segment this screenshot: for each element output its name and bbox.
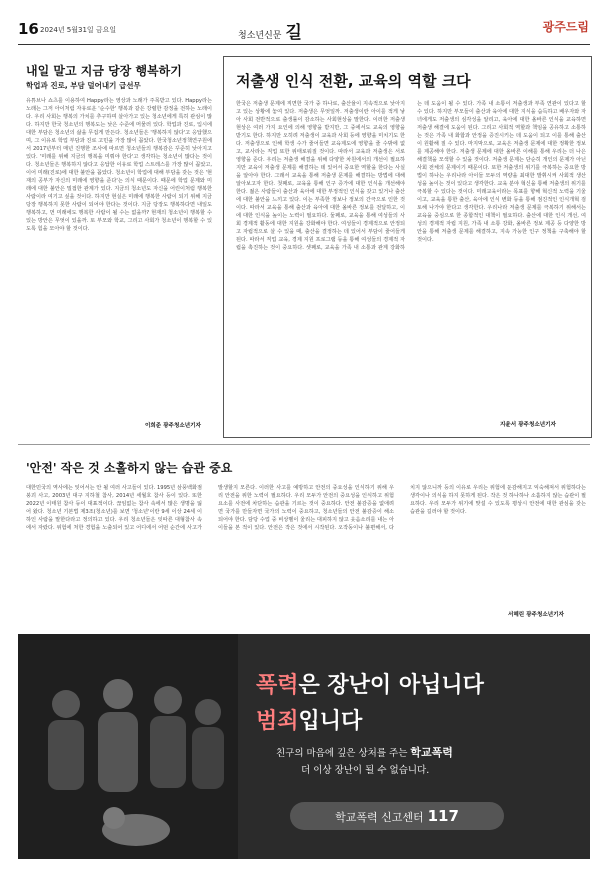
- article2-title: 저출생 인식 전환, 교육의 역할 크다: [236, 72, 471, 90]
- article2-body: 한국은 저출생 문제에 직면한 국가 중 하나로, 출산율이 지속적으로 낮아지고 있는 상황에 놓여 있다. 저출생은 무엇일까. 저출생이란 아이를 적게 낳아 사회 전반적으로 출생률이 감소하는 사회현상을 말한다. 이러한 저출생 현상은 여러 가지 요인에 의해 영향을 받지만, 그 중에서도 교육의 영향을 받기도 한다. 하지만 오히려 저출생이 교육과 사회 등에 영향을 미치기도 한다. 저출생으로 인해 학생 수가 줄어들면 교육제도에 영향을 줄 수밖에 없고, 교사라는 직업 또한 위태로워질 것이다. 따라서 교육과 저출생은 서로 영향을 준다. 우리는 저출생 해결을 위해 다양한 차원에서의 개선이 필요하지만 교육이 저출생 문제를 해결하는 데 있어서 중요한 역할을 한다는 사실을 알아야 한다. 그래서 교육을 통해 저출생 문제를 해결하는 방법에 대해 알아보고자 한다. 첫째로, 교육을 통해 인구 증가에 대한 인식을 개선해야 한다. 젊은 사람들이 출산과 육아에 대한 부정적인 인식을 갖고 있거나 출산에 대한 불안을 느끼고 있다. 이는 부족한 정보나 정보의 간극으로 인한 것이다. 따라서 교육을 통해 출산과 육아에 대한 올바른 정보를 전달하고, 이에 대한 인식을 높이는 노력이 필요하다. 둘째로, 교육을 통해 여성들의 사회 경제적 활동에 대한 지원을 강화해야 한다. 여성들이 경제적으로 안정되고 자립적으로 살 수 있을 때, 출산을 결정하는 데 있어서 부담이 줄어들게 된다. 따라서 직업 교육, 경제 지원 프로그램 등을 통해 여성들의 경제적 자립을 촉진하는 것이 중요하다. 셋째로, 교육을 가족 내 소통과 관계 강화하는 데 도움이 될 수 있다. 가족 내 소통이 저출생과 부족 연관이 있다고 할 수 있다. 하지만 부모들이 출산과 육아에 대한 지식을 습득하고 배우자와 자녀에게도 저출생의 심각성을 알리고, 육아에 대한 올바른 인식을 교육하면 저출생 해결에 도움이 된다. 그리고 사회적 역할과 책임을 공유하고 소통하는 것은 가족 내 화합과 안정을 증진시키는 데 도움이 되고 이를 통해 출산이 원활해 질 수 있다. 마지막으로, 교육은 저출생 문제에 대한 정확한 정보를 제공해야 한다. 저출생 문제에 대한 올바른 이해를 통해 우리는 더 나은 해결책을 모색할 수 있을 것이다. 저출생 문제는 단순히 개인의 문제가 아닌 사회 전체의 문제이기 때문이다. 또한 저출생의 위기를 극복하는 중요한 방법이 하나는 우리나라 아이들 모두의 역량을 최대한 발휘시켜 사회적 생산성을 높이는 것이 있다고 생각한다. 교육 분야 혁신을 통해 저출생의 위기를 극복할 수 있다는 것이다. 미래교육이라는 목표를 향해 혁신적 노력을 기울이고, 교육을 통한 출산, 육아에 인식 변화 등을 통해 점진적인 인식개혁 검토해 나가야 한다고 생각한다. 우리나라 저출생 문제를 극복하기 위해서는 교육을 중심으로 한 종합적인 대책이 필요하다. 출산에 대한 인식 개선, 여성의 경제적 자립 지원, 가족 내 소통 강화, 올바른 정보 제공 등 다양한 방안을 통해 저출생 문제를 해결하고, 지속 가능한 인구 정책을 구축해야 할 것이다.: [236, 101, 586, 251]
- section-title: [238, 18, 302, 43]
- article3-body: 대한민국의 역사에는 잊어서는 안 될 여러 사고들이 있다. 1995년 삼풍백화점 붕괴 사고, 2003년 대구 지하철 참사, 2014년 세월호 참사 등이 있다. 또한 2022년 이태원 참사 등이 대표적이다. 끊임없는 참사 속에서 많은 생명을 잃어 왔다. 청소년 기본법 제3조(청소년)를 보면 '청소년'이란 9세 이상 24세 이하인 사람을 말한다라고 정의하고 있다. 우리 청소년들은 잇따른 대형참사 속에서 자랐다. 위험에 처한 경험을 노출되어 있고 어디에서 어떤 순간에 사고가 발생할지 모른다. 이러한 사고를 예방하고 안전의 중요성을 인식하기 위해 우리 안전을 위한 노력이 필요하다. 우리 모두가 안전의 중요성을 인식하고 위험 요소를 사전에 차단하는 습관을 기르는 것이 중요하다. 안전 불감증을 없애려면 국가를 만들자면 국가의 노력이 중요하고, 청소년들의 안전 불감증이 해소되어야 한다. 담당 수업 중 비상벨이 울리는 대피하지 않고 웃음소리를 내는 아이들을 본 적이 있다. 안전은 작은 것에서 시작된다. 오작동이나 불편해서, 다치지 않으니까 등의 이유로 우리는 위험에 둔감해지고 익숙해져서 위험하다는 생각이나 의식을 하지 못하게 된다. 작은 것 하나하나 소홀하지 않는 습관이 필요하다. 우리 모두가 위기에 맞설 수 있도록 평상시 안전에 대한 관심을 갖는 습관을 길러야 할 것이다.: [26, 485, 586, 531]
- ad-headline-2-em: 범죄: [256, 709, 299, 734]
- section-name: 청소년신문: [238, 31, 282, 41]
- section-divider: [18, 444, 590, 445]
- ad-headline-2: [256, 704, 362, 735]
- ad-headline-1-rest: 은 장난이 아닙니다: [298, 673, 484, 698]
- article2-byline: 지윤서 광주청소년기자: [500, 422, 556, 428]
- article1-body: 유튜브나 쇼츠를 이용하여 Happy라는 영상과 노래가 주목받고 있다. Happy라는 노래는 그저 아이처럼 자유로운 '순수한' 행복과 같은 강렬한 감정을 전하는 노래이다. 우리 사회는 행복의 가치를 추구하며 살아가고 있는 청소년에게 특히 관심이 많다. 하지만 한국 청소년의 행복도는 낮은 수준에 머물러 있다. 학업과 진로, 입시에 대한 부담은 청소년의 삶을 무겁게 만든다. 청소년들은 '행복하지 않다'고 응답했으며, 그 이유로 학업 부담과 진로 고민을 가장 많이 꼽았다. 한국청소년정책연구원에서 2017년부터 매년 진행한 조사에 따르면 청소년들의 행복감은 꾸준히 낮아지고 있다. '미래를 위해 지금의 행복을 미뤄야 한다'고 생각하는 청소년이 많다는 것이다. 청소년들은 행복하지 않다고 응답한 이유로 학업 스트레스를 가장 많이 꼽았고, 이어 미래(진로)에 대한 불안을 꼽았다. 청소년이 학업에 대해 부담을 갖는 것은 '현재의 공부가 자신의 미래에 영향을 준다'는 의식 때문이다. 때문에 학업 문제와 미래에 대한 불안은 밀접한 관계가 있다. 지금의 청소년도 자신을 어린이처럼 행복한 사람이라 여기고 싶을 것이다. 하지만 현실은 미래에 행복한 사람이 되기 위해 지금 당장 행복하지 못한 사람이 되어야 한다는 것이다. 지금 당장도 행복하다면 내일도 행복하고, 먼 미래에도 행복한 사람이 될 수는 없을까? 현재의 청소년이 행복할 수 있는 방안은 무엇이 있을까. 또 부모와 학교, 그리고 사회가 청소년이 행복할 수 있도록 힘을 모아야 할 것이다.: [26, 98, 212, 232]
- page-header: [0, 0, 607, 46]
- ad-headline-2-rest: 입니다: [298, 709, 363, 734]
- article1-subtitle: 학업과 진로, 부담 덜어내기 급선무: [26, 81, 141, 90]
- report-center-badge: [290, 802, 504, 830]
- article3-byline: 서혜린 광주청소년기자: [508, 612, 564, 618]
- report-center-label: 학교폭력 신고센터: [335, 811, 424, 824]
- ad-line-1-bold: 학교폭력: [410, 746, 453, 759]
- ad-line-1-pre: 친구의 마음에 깊은 상처를 주는: [276, 748, 408, 759]
- page-number: 16: [18, 20, 39, 38]
- article1-title: 내일 말고 지금 당장 행복하기: [26, 64, 182, 78]
- ad-line-2: 더 이상 장난이 될 수 없습니다.: [301, 765, 430, 776]
- public-campaign-ad: [18, 634, 590, 859]
- ad-line-1: [276, 744, 453, 760]
- ad-headline-1-em: 폭력: [256, 673, 299, 698]
- article1-byline: 이희준 광주청소년기자: [145, 423, 201, 429]
- article3-title: '안전' 작은 것 소홀하지 않는 습관 중요: [26, 461, 233, 475]
- header-rule: [18, 44, 590, 45]
- bullying-illustration-icon: [18, 634, 238, 859]
- brand-logo: 광주드림: [542, 20, 589, 34]
- issue-date: 2024년 5월31일 금요일: [40, 26, 117, 34]
- ad-headline-1: [256, 668, 484, 699]
- report-center-number: 117: [427, 807, 459, 825]
- section-name-bold: 길: [285, 23, 302, 43]
